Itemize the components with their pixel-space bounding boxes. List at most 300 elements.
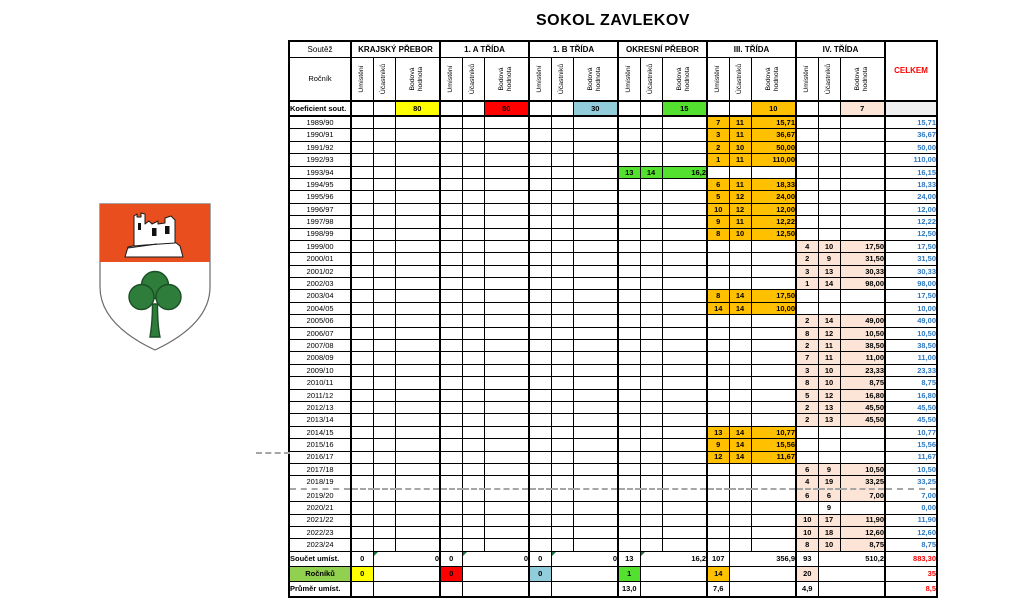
bodova-cell [573, 327, 618, 339]
umisteni-cell [529, 539, 551, 551]
table-row [289, 141, 937, 153]
ucastniku-cell [818, 203, 840, 215]
umisteni-cell [351, 216, 373, 228]
ucastniku-cell [640, 414, 662, 426]
umisteni-cell [351, 203, 373, 215]
umisteni-cell [618, 191, 640, 203]
table-row [289, 116, 937, 129]
ucastniku-cell [818, 451, 840, 463]
umisteni-cell [440, 389, 462, 401]
ucastniku-cell [373, 364, 395, 376]
ucastniku-cell [373, 302, 395, 314]
bodova-cell [484, 514, 529, 526]
umisteni-cell [440, 278, 462, 290]
umisteni-cell [618, 129, 640, 141]
ucastniku-cell [462, 278, 484, 290]
ucastniku-cell [818, 302, 840, 314]
ucastniku-cell [551, 340, 573, 352]
celkem-cell: 12,22 [885, 216, 937, 228]
table-row [289, 377, 937, 389]
celkem-cell: 36,67 [885, 129, 937, 141]
umisteni-cell [707, 340, 729, 352]
ucastniku-cell [551, 216, 573, 228]
koef-empty [529, 101, 551, 116]
ucastniku-cell [640, 290, 662, 302]
ucastniku-cell: 12 [818, 389, 840, 401]
bodova-cell [395, 178, 440, 190]
bodova-cell: 12,50 [751, 228, 796, 240]
umisteni-cell [440, 228, 462, 240]
umisteni-cell [351, 502, 373, 514]
sub-header-umisteni-3: Umístění [618, 58, 640, 102]
ucastniku-cell [462, 352, 484, 364]
umisteni-cell [440, 426, 462, 438]
umisteni-cell: 7 [796, 352, 818, 364]
ucastniku-cell [462, 489, 484, 502]
bodova-cell [395, 502, 440, 514]
ucastniku-cell: 14 [729, 426, 751, 438]
ucastniku-cell [729, 389, 751, 401]
ucastniku-cell [818, 129, 840, 141]
ucastniku-cell [462, 240, 484, 252]
umisteni-cell [440, 203, 462, 215]
soucet-celkem: 883,30 [885, 551, 937, 566]
bodova-cell [395, 463, 440, 475]
rocniku-empty [462, 566, 529, 581]
bodova-cell [395, 426, 440, 438]
soucet-label: Součet umíst. [289, 551, 351, 566]
sub-header-ucastniku-1: Účastníků [462, 58, 484, 102]
umisteni-cell: 8 [796, 539, 818, 551]
bodova-cell: 10,00 [751, 302, 796, 314]
umisteni-cell [796, 116, 818, 129]
ucastniku-cell [729, 327, 751, 339]
umisteni-cell [529, 178, 551, 190]
ucastniku-cell: 10 [818, 240, 840, 252]
bodova-cell [840, 203, 885, 215]
year-cell: 2017/18 [289, 463, 351, 475]
ucastniku-cell [373, 203, 395, 215]
ucastniku-cell [551, 178, 573, 190]
umisteni-cell [529, 414, 551, 426]
bodova-cell [395, 203, 440, 215]
umisteni-cell: 3 [707, 129, 729, 141]
rocniku-count-0: 0 [351, 566, 373, 581]
ucastniku-cell [551, 203, 573, 215]
umisteni-cell [529, 364, 551, 376]
ucastniku-cell [373, 502, 395, 514]
table-row [289, 489, 937, 502]
umisteni-cell [529, 327, 551, 339]
ucastniku-cell [462, 116, 484, 129]
bodova-cell: 11,00 [840, 352, 885, 364]
bodova-cell [573, 228, 618, 240]
umisteni-cell [351, 265, 373, 277]
ucastniku-cell: 11 [818, 352, 840, 364]
umisteni-cell [529, 315, 551, 327]
rocniku-count-3: 1 [618, 566, 640, 581]
umisteni-cell [796, 302, 818, 314]
umisteni-cell [618, 364, 640, 376]
umisteni-cell [707, 463, 729, 475]
umisteni-cell [618, 315, 640, 327]
celkem-cell: 11,90 [885, 514, 937, 526]
celkem-cell: 11,67 [885, 451, 937, 463]
bodova-cell [662, 463, 707, 475]
table-row [289, 101, 937, 116]
celkem-cell: 30,33 [885, 265, 937, 277]
bodova-cell [484, 502, 529, 514]
ucastniku-cell: 14 [640, 166, 662, 178]
ucastniku-cell [640, 539, 662, 551]
ucastniku-cell [551, 439, 573, 451]
umisteni-cell [618, 178, 640, 190]
umisteni-cell: 1 [796, 278, 818, 290]
prumer-value-4: 7,6 [707, 581, 729, 597]
rocniku-count-4: 14 [707, 566, 729, 581]
prumer-value-0 [351, 581, 373, 597]
ucastniku-cell [818, 154, 840, 166]
umisteni-cell [707, 414, 729, 426]
umisteni-cell: 13 [707, 426, 729, 438]
bodova-cell [662, 228, 707, 240]
umisteni-cell [618, 389, 640, 401]
prumer-value-3: 13,0 [618, 581, 640, 597]
sub-header-ucastniku-0: Účastníků [373, 58, 395, 102]
formula-warning-icon [641, 552, 645, 556]
umisteni-cell [707, 166, 729, 178]
umisteni-cell [529, 502, 551, 514]
table-row [289, 476, 937, 489]
year-cell: 2000/01 [289, 253, 351, 265]
ucastniku-cell [551, 240, 573, 252]
umisteni-cell: 13 [618, 166, 640, 178]
umisteni-cell [618, 253, 640, 265]
year-cell: 1992/93 [289, 154, 351, 166]
umisteni-cell [618, 414, 640, 426]
umisteni-cell: 2 [796, 414, 818, 426]
bodova-cell [751, 463, 796, 475]
umisteni-cell [796, 154, 818, 166]
koef-empty [351, 101, 373, 116]
ucastniku-cell [818, 116, 840, 129]
year-cell: 1993/94 [289, 166, 351, 178]
bodova-cell [395, 364, 440, 376]
celkem-cell: 0,00 [885, 502, 937, 514]
ucastniku-cell [640, 315, 662, 327]
bodova-cell [484, 414, 529, 426]
table-row [289, 414, 937, 426]
bodova-cell [840, 426, 885, 438]
ucastniku-cell [373, 539, 395, 551]
umisteni-cell [440, 377, 462, 389]
bodova-cell: 50,00 [751, 141, 796, 153]
bodova-cell [573, 539, 618, 551]
umisteni-cell [618, 265, 640, 277]
celkem-cell: 45,50 [885, 414, 937, 426]
ucastniku-cell [640, 203, 662, 215]
koef-empty [640, 101, 662, 116]
umisteni-cell [440, 116, 462, 129]
ucastniku-cell: 10 [729, 228, 751, 240]
year-cell: 2021/22 [289, 514, 351, 526]
umisteni-cell [351, 278, 373, 290]
umisteni-cell [440, 401, 462, 413]
bodova-cell [662, 290, 707, 302]
table-row [289, 41, 937, 58]
ucastniku-cell [729, 352, 751, 364]
bodova-cell [751, 489, 796, 502]
umisteni-cell [440, 141, 462, 153]
umisteni-cell [351, 315, 373, 327]
umisteni-cell: 7 [707, 116, 729, 129]
bodova-cell [662, 203, 707, 215]
umisteni-cell: 9 [707, 439, 729, 451]
umisteni-cell: 12 [707, 451, 729, 463]
bodova-cell: 15,56 [751, 439, 796, 451]
umisteni-cell [440, 352, 462, 364]
bodova-cell [751, 377, 796, 389]
umisteni-cell [529, 476, 551, 489]
umisteni-cell [618, 116, 640, 129]
umisteni-cell [529, 290, 551, 302]
bodova-cell [840, 116, 885, 129]
ucastniku-cell: 19 [818, 476, 840, 489]
ucastniku-cell [729, 240, 751, 252]
bodova-cell [484, 426, 529, 438]
celkem-cell: 16,80 [885, 389, 937, 401]
ucastniku-cell [462, 340, 484, 352]
year-cell: 1995/96 [289, 191, 351, 203]
ucastniku-cell: 10 [818, 377, 840, 389]
bodova-cell [484, 539, 529, 551]
celkem-cell: 17,50 [885, 290, 937, 302]
ucastniku-cell: 11 [729, 216, 751, 228]
bodova-cell [484, 476, 529, 489]
sub-header-ucastniku-2: Účastníků [551, 58, 573, 102]
bodova-cell [573, 352, 618, 364]
year-cell: 2016/17 [289, 451, 351, 463]
ucastniku-cell [551, 278, 573, 290]
sub-header-ucastniku-3: Účastníků [640, 58, 662, 102]
umisteni-cell [529, 253, 551, 265]
bodova-cell [395, 253, 440, 265]
celkem-cell: 110,00 [885, 154, 937, 166]
bodova-cell [484, 129, 529, 141]
bodova-cell [751, 278, 796, 290]
umisteni-cell [529, 154, 551, 166]
ucastniku-cell [640, 389, 662, 401]
bodova-cell [395, 216, 440, 228]
ucastniku-cell [462, 476, 484, 489]
bodova-cell: 36,67 [751, 129, 796, 141]
ucastniku-cell [818, 141, 840, 153]
ucastniku-cell [373, 514, 395, 526]
sub-header-bodova-1: Bodová hodnota [484, 58, 529, 102]
umisteni-cell [796, 203, 818, 215]
sub-header-bodova-5: Bodová hodnota [840, 58, 885, 102]
ucastniku-cell [551, 290, 573, 302]
bodova-cell [751, 389, 796, 401]
ucastniku-cell [640, 439, 662, 451]
ucastniku-cell: 14 [729, 451, 751, 463]
bodova-cell [395, 352, 440, 364]
celkem-cell: 50,00 [885, 141, 937, 153]
koeficient-value-0: 80 [395, 101, 440, 116]
bodova-cell [751, 340, 796, 352]
bodova-cell [840, 302, 885, 314]
umisteni-cell [440, 489, 462, 502]
umisteni-cell [351, 364, 373, 376]
umisteni-cell [440, 178, 462, 190]
umisteni-cell [707, 352, 729, 364]
table-row [289, 302, 937, 314]
soucet-bodova-4: 356,9 [729, 551, 796, 566]
umisteni-cell [707, 401, 729, 413]
table-row [289, 265, 937, 277]
celkem-cell: 18,33 [885, 178, 937, 190]
umisteni-cell: 6 [796, 489, 818, 502]
bodova-cell [484, 389, 529, 401]
prumer-empty [640, 581, 707, 597]
rocniku-empty [551, 566, 618, 581]
ucastniku-cell [373, 166, 395, 178]
year-cell: 1989/90 [289, 116, 351, 129]
ucastniku-cell: 10 [729, 141, 751, 153]
bodova-cell [484, 302, 529, 314]
bodova-cell [395, 327, 440, 339]
bodova-cell [484, 327, 529, 339]
umisteni-cell [618, 352, 640, 364]
bodova-cell [662, 216, 707, 228]
ucastniku-cell [373, 377, 395, 389]
koef-empty [818, 101, 840, 116]
ucastniku-cell [818, 290, 840, 302]
ucastniku-cell [373, 476, 395, 489]
umisteni-cell: 8 [707, 290, 729, 302]
ucastniku-cell: 11 [729, 129, 751, 141]
umisteni-cell [618, 476, 640, 489]
umisteni-cell [618, 290, 640, 302]
ucastniku-cell [373, 253, 395, 265]
table-row [289, 463, 937, 475]
umisteni-cell [529, 191, 551, 203]
rocniku-count-2: 0 [529, 566, 551, 581]
year-cell: 2008/09 [289, 352, 351, 364]
year-cell: 2001/02 [289, 265, 351, 277]
bodova-cell [484, 315, 529, 327]
umisteni-cell [440, 154, 462, 166]
table-row [289, 340, 937, 352]
table-row [289, 228, 937, 240]
umisteni-cell [529, 129, 551, 141]
ucastniku-cell [373, 401, 395, 413]
bodova-cell: 16,80 [840, 389, 885, 401]
year-cell: 2013/14 [289, 414, 351, 426]
ucastniku-cell [729, 364, 751, 376]
ucastniku-cell [373, 451, 395, 463]
year-cell: 2012/13 [289, 401, 351, 413]
bodova-cell [573, 141, 618, 153]
ucastniku-cell [551, 526, 573, 538]
ucastniku-cell [729, 401, 751, 413]
sub-header-ucastniku-5: Účastníků [818, 58, 840, 102]
bodova-cell [395, 451, 440, 463]
ucastniku-cell [640, 265, 662, 277]
ucastniku-cell [729, 265, 751, 277]
bodova-cell: 12,22 [751, 216, 796, 228]
bodova-cell [751, 526, 796, 538]
soucet-umisteni-1: 0 [440, 551, 462, 566]
bodova-cell [395, 265, 440, 277]
ucastniku-cell [640, 377, 662, 389]
ucastniku-cell [551, 539, 573, 551]
prumer-empty [551, 581, 618, 597]
ucastniku-cell [462, 302, 484, 314]
ucastniku-cell [729, 489, 751, 502]
umisteni-cell [796, 216, 818, 228]
umisteni-cell [440, 166, 462, 178]
ucastniku-cell [373, 129, 395, 141]
bodova-cell [484, 265, 529, 277]
ucastniku-cell [462, 463, 484, 475]
bodova-cell [484, 178, 529, 190]
bodova-cell [840, 129, 885, 141]
page-title: SOKOL ZAVLEKOV [536, 12, 690, 29]
umisteni-cell: 1 [707, 154, 729, 166]
bodova-cell: 38,50 [840, 340, 885, 352]
formula-warning-icon [463, 552, 467, 556]
year-cell: 2022/23 [289, 526, 351, 538]
umisteni-cell: 8 [796, 377, 818, 389]
umisteni-cell [618, 451, 640, 463]
ucastniku-cell [462, 178, 484, 190]
celkem-header: CELKEM [885, 41, 937, 101]
ucastniku-cell [462, 414, 484, 426]
ucastniku-cell: 14 [818, 315, 840, 327]
ucastniku-cell [551, 377, 573, 389]
umisteni-cell [440, 502, 462, 514]
bodova-cell [751, 476, 796, 489]
umisteni-cell [351, 154, 373, 166]
ucastniku-cell [462, 539, 484, 551]
soucet-bodova-2: 0 [551, 551, 618, 566]
umisteni-cell [529, 203, 551, 215]
koeficient-value-1: 50 [484, 101, 529, 116]
umisteni-cell: 6 [796, 463, 818, 475]
ucastniku-cell [640, 191, 662, 203]
bodova-cell [840, 178, 885, 190]
ucastniku-cell [640, 116, 662, 129]
umisteni-cell [529, 401, 551, 413]
celkem-cell: 23,33 [885, 364, 937, 376]
koeficient-value-5: 7 [840, 101, 885, 116]
umisteni-cell [351, 228, 373, 240]
umisteni-cell: 8 [707, 228, 729, 240]
table-row [289, 178, 937, 190]
umisteni-cell [351, 439, 373, 451]
bodova-cell [662, 302, 707, 314]
celkem-cell: 31,50 [885, 253, 937, 265]
bodova-cell [484, 240, 529, 252]
year-cell: 2019/20 [289, 489, 351, 502]
sub-header-umisteni-1: Umístění [440, 58, 462, 102]
umisteni-cell [796, 502, 818, 514]
bodova-cell [573, 439, 618, 451]
ucastniku-cell [462, 451, 484, 463]
umisteni-cell [707, 526, 729, 538]
ucastniku-cell [373, 389, 395, 401]
